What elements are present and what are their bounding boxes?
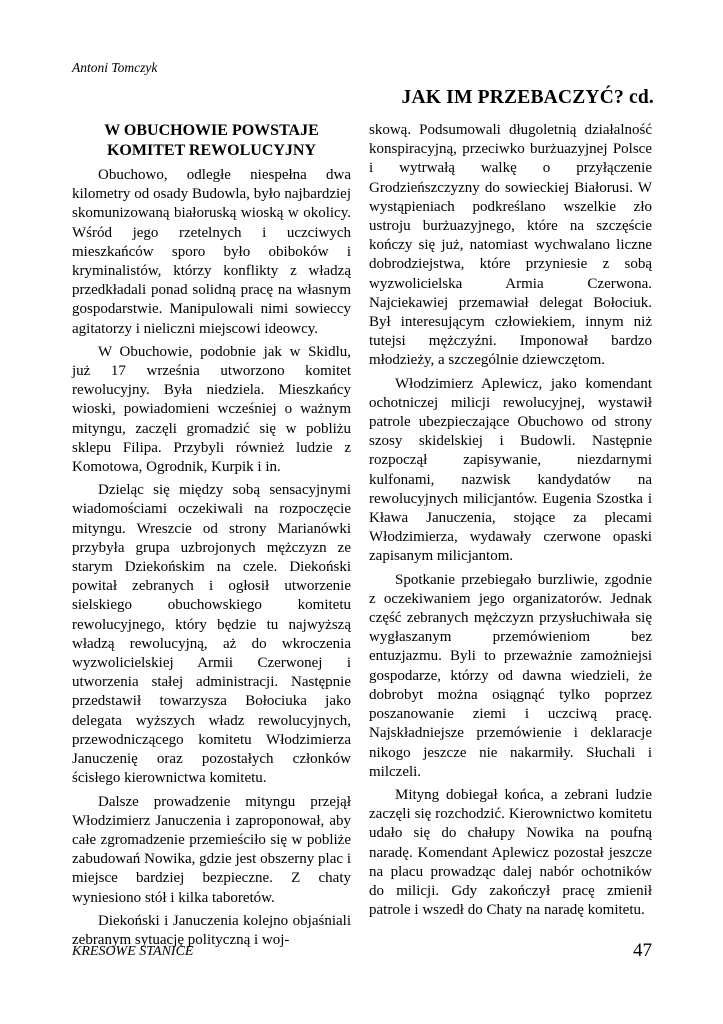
paragraph: Dzieląc się między sobą sensacyjnymi wiadomościami oczekiwali na rozpoczęcie mityngu. Wreszcie od strony Marianówki przybyła grupa uzbrojonych mężczyzn ze starym Dziekońskim na czele. Diekoński powitał zebranych i ogłosił utworzenie sielskiego obuchowskiego komitetu rewolucyjnego, który będzie tu najwyższą władzą rewolucyjną, aż do wkroczenia wyzwolicielskiej Armii Czerwonej i utworzenia stałej administracji. Następnie przedstawił towarzysza Bołociuka jako delegata wyższych władz rewolucyjnych, przewodniczącego komitetu Włodzimierza Januczenię oraz pozostałych członków ścisłego kierownictwa komitetu. xyxy=(72,482,351,787)
paragraph: Obuchowo, odległe niespełna dwa kilometry od osady Budowla, było najbardziej skomunizowaną białoruską wioską w okolicy. Wśród jego rzetelnych i uczciwych mieszkańców sporo było obiboków i kryminalistów, którzy konflikty z władzą przedkładali ponad solidną pracę na własnym gospodarstwie. Manipulowali nimi sowieccy agitatorzy i nieliczni miejscowi ideowcy. xyxy=(72,167,351,337)
running-footer-publication: KRESOWE STANICE xyxy=(72,944,194,959)
paragraph: Mityng dobiegał końca, a zebrani ludzie zaczęli się rozchodzić. Kierownictwo komitetu udało się do chałupy Nowika na poufną naradę. Komendant Aplewicz pozostał jeszcze na placu prowadząc dalej nabór ochotników do milicji. Gdy zakończył pracę zmienił patrole i wszedł do Chaty na naradę komitetu. xyxy=(369,786,652,919)
left-column xyxy=(72,121,351,954)
paragraph: Spotkanie przebiegało burzliwie, zgodnie z oczekiwaniem jego organizatorów. Jednak część zebranych mężczyzn przysłuchiwała się wygłaszanym przemówieniom bez entuzjazmu. Byli to przeważnie zamożniejsi gospodarze, którzy od dawna wiedzieli, że dobrobyt można osiągnąć tylko poprzez poszanowanie ziemi i uczciwą pracę. Najskładniejsze przemówienie i deklaracje nikogo jeszcze nie nakarmiły. Słuchali i milczeli. xyxy=(369,571,652,780)
paragraph: skową. Podsumowali długoletnią działalność konspiracyjną, przeciwko burżuazyjnej Polsce i wytrwałą walkę o przyłączenie Grodzieńszczyzny do sowieckiej Białorusi. W wystąpieniach podkreślano wszelkie zło ustroju burżuazyjnego, które na szczęście kończy się już, natomiast wychwalano liczne dobrodziejstwa, które przyniesie z sobą wyzwolicielska Armia Czerwona. Najciekawiej przemawiał delegat Bołociuk. Był interesującym człowiekiem, innym niż tutejsi mężczyźni. Imponował bardzo młodzieży, a szczególnie dziewczętom. xyxy=(369,122,652,369)
paragraph: W Obuchowie, podobnie jak w Skidlu, już 17 września utworzono komitet rewolucyjny. Była niedziela. Mieszkańcy wioski, powiadomieni wcześniej o ważnym mityngu, zaczęli gromadzić się w pobliżu sklepu Filipa. Przybyli również ludzie z Komotowa, Ogrodnik, Kurpik i in. xyxy=(72,343,351,476)
article-title: JAK IM PRZEBACZYĆ? cd. xyxy=(401,87,654,108)
paragraph: Włodzimierz Aplewicz, jako komendant ochotniczej milicji rewolucyjnej, wystawił patrole ubezpieczające Obuchowo od strony szosy skidelskiej i Budowli. Następnie rozpoczął zapisywanie, niezdarnymi kulfonami, nazwisk kandydatów na rewolucyjnych milicjantów. Eugenia Szostka i Kława Januczenia, stojące za plecami Włodzimierza, wydawały czerwone opaski zapisanym milicjantom. xyxy=(369,375,652,565)
paragraph: Dalsze prowadzenie mityngu przejął Włodzimierz Januczenia i zaproponował, aby całe zgromadzenie przemieściło się w pobliże zabudowań Nowika, gdzie jest obszerny plac i miejsce bardziej bezpieczne. Z chaty wyniesiono stół i kilka taboretów. xyxy=(72,793,351,906)
section-heading: W OBUCHOWIE POWSTAJE KOMITET REWOLUCYJNY xyxy=(104,122,319,159)
running-header-author: Antoni Tomczyk xyxy=(72,60,158,75)
page-number: 47 xyxy=(633,940,652,961)
paragraph: Diekoński i Januczenia kolejno objaśniali zebranym sytuację polityczną i woj- xyxy=(72,912,351,948)
right-column xyxy=(369,121,652,924)
